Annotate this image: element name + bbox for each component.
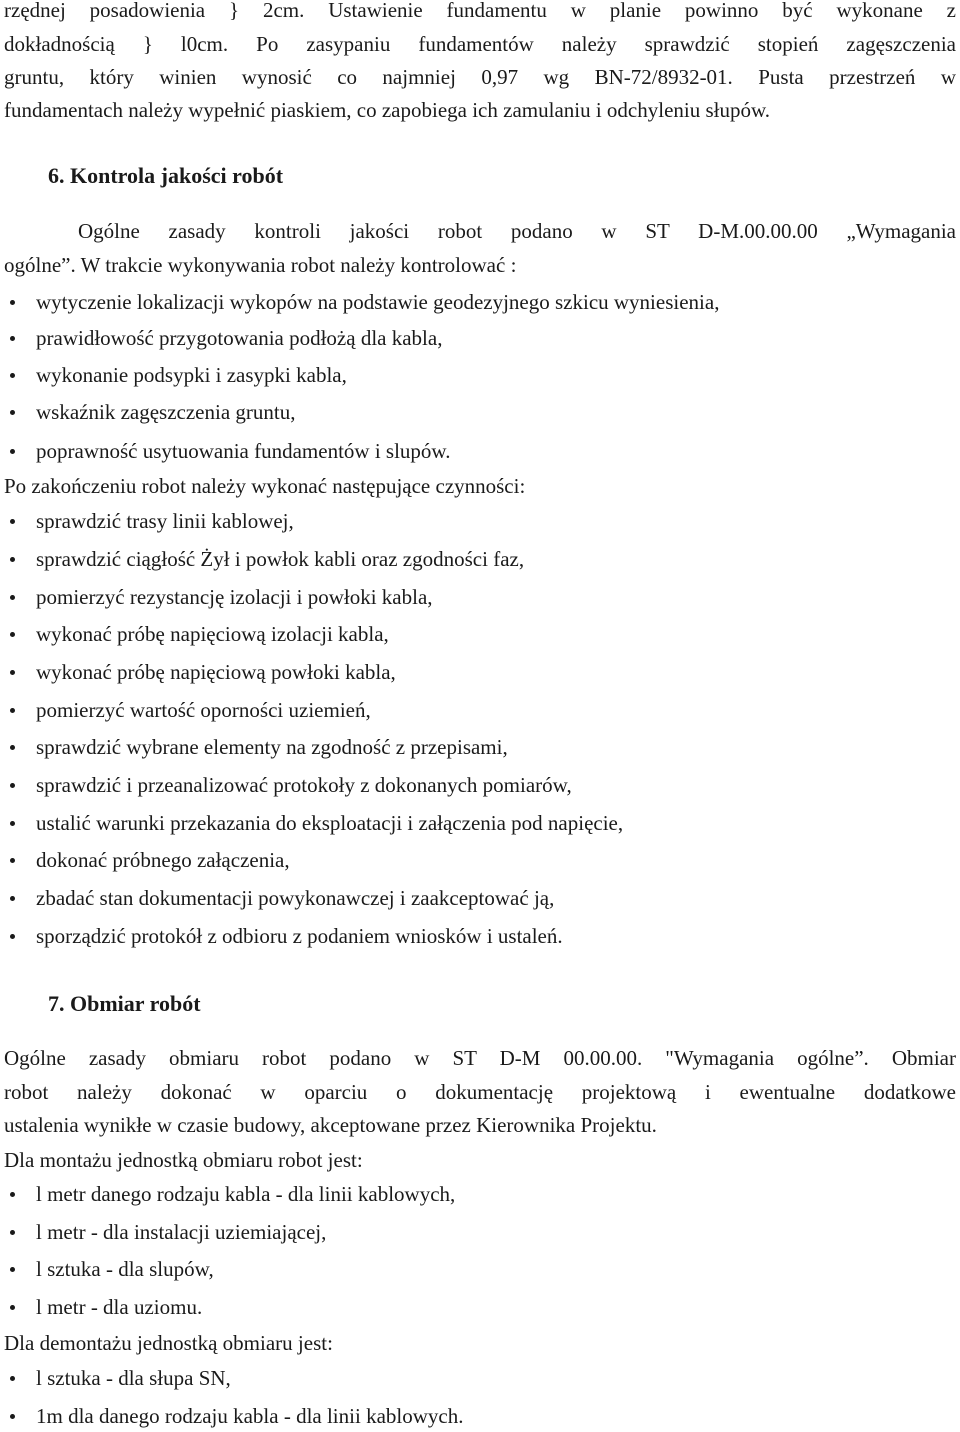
section-6-para-line-2: ogólne”. W trakcie wykonywania robot należy kontrolować : <box>4 253 517 277</box>
document-page: rzędnej posadowienia } 2cm. Ustawienie fundamentu w planie powinno być wykonane z dokładnością } l0cm. Po zasypaniu fundamentów należy sprawdzić stopień zagęszczenia gruntu, który winien wynosić co najmniej 0,97 wg BN-72/8932-01. Pusta przestrzeń w fundamentach należy wypełnić piaskiem, co zapobiega ich zamulaniu i odchyleniu słupów. 6. Kontrola jakości robót Ogólne zasady kontroli jakości robot podano w ST D-M.00.00.00 „Wymagania ogólne”. W trakcie wykonywania robot należy kontrolować : wytyczenie lokalizacji wykopów na podstawie geodezyjnego szkicu wyniesienia, prawidłowość przygotowania podłożą dla kabla, wykonanie podsypki i zasypki kabla, wskaźnik zagęszczenia gruntu, poprawność usytuowania fundamentów i slupów. Po zakończeniu robot należy wykonać następujące czynności: sprawdzić trasy linii kablowej, sprawdzić ciągłość Żył i powłok kabli oraz zgodności faz, pomierzyć rezystancję izolacji i powłoki kabla, wykonać próbę napięciową izolacji kabla, wykonać próbę napięciową powłoki kabla, pomierzyć wartość oporności uziemień, sprawdzić wybrane elementy na zgodność z przepisami, sprawdzić i przeanalizować protokoły z dokonanych pomiarów, ustalić warunki przekazania do eksploatacji i załączenia pod napięcie, dokonać próbnego załączenia, zbadać stan dokumentacji powykonawczej i zaakceptować ją, sporządzić protokół z odbioru z podaniem wniosków i ustaleń. 7. Obmiar robót Ogólne zasady obmiaru robot podano w ST D-M 00.00.00. "Wymagania ogólne”. Obmiar robot należy dokonać w oparciu o dokumentację projektową i ewentualne dodatkowe ustalenia wynikłe w czasie budowy, akceptowane przez Kierownika Projektu. Dla montażu jednostką obmiaru robot jest: l metr danego rodzaju kabla - dla linii kablowych, l metr - dla instalacji uziemiającej, l sztuka - dla slupów, l metr - dla uziomu. Dla demontażu jednostką obmiaru jest: l sztuka - dla słupa SN, 1m dla danego rodzaju kabla - dla linii kablowych. <box>0 0 960 1432</box>
bullet-icon <box>10 1305 15 1310</box>
bullet-icon <box>10 1267 15 1272</box>
bullet-icon <box>10 670 15 675</box>
section-7-para-line-3: ustalenia wynikłe w czasie budowy, akceptowane przez Kierownika Projektu. <box>4 1113 657 1137</box>
bullet-icon <box>10 373 15 378</box>
bullet-icon <box>10 1230 15 1235</box>
demount-label: Dla demontażu jednostką obmiaru jest: <box>4 1331 333 1355</box>
bullet-icon <box>10 449 15 454</box>
bullet-icon <box>10 708 15 713</box>
section-7-para-line-2: robot należy dokonać w oparciu o dokumentację projektową i ewentualne dodatkowe <box>4 1080 956 1104</box>
section-6-heading: 6. Kontrola jakości robót <box>48 163 284 188</box>
bullet-icon <box>10 783 15 788</box>
bullet-icon <box>10 745 15 750</box>
bullet-icon <box>10 557 15 562</box>
bullet-icon <box>10 1192 15 1197</box>
after-completion-label: Po zakończeniu robot należy wykonać następujące czynności: <box>4 474 526 498</box>
bullet-icon <box>10 519 15 524</box>
bullet-icon <box>10 858 15 863</box>
intro-line-2: dokładnością } l0cm. Po zasypaniu fundamentów należy sprawdzić stopień zagęszczenia <box>4 32 956 56</box>
section-6-para-line-1: Ogólne zasady kontroli jakości robot podano w ST D-M.00.00.00 „Wymagania <box>78 219 956 243</box>
bullet-icon <box>10 934 15 939</box>
bullet-icon <box>10 410 15 415</box>
mount-label: Dla montażu jednostką obmiaru robot jest: <box>4 1148 363 1172</box>
bullet-icon <box>10 1414 15 1419</box>
bullet-icon <box>10 821 15 826</box>
bullet-icon <box>10 1376 15 1381</box>
intro-line-4: fundamentach należy wypełnić piaskiem, co zapobiega ich zamulaniu i odchyleniu słupów. <box>4 98 771 122</box>
bullet-icon <box>10 336 15 341</box>
intro-line-1: rzędnej posadowienia } 2cm. Ustawienie fundamentu w planie powinno być wykonane z <box>4 0 956 22</box>
bullet-icon <box>10 632 15 637</box>
bullet-icon <box>10 300 15 305</box>
intro-line-3: gruntu, który winien wynosić co najmniej 0,97 wg BN-72/8932-01. Pusta przestrzeń w <box>4 65 956 89</box>
section-7-heading: 7. Obmiar robót <box>48 991 201 1016</box>
bullet-icon <box>10 896 15 901</box>
section-7-para-line-1: Ogólne zasady obmiaru robot podano w ST D-M 00.00.00. "Wymagania ogólne”. Obmiar <box>4 1046 956 1070</box>
bullet-icon <box>10 595 15 600</box>
